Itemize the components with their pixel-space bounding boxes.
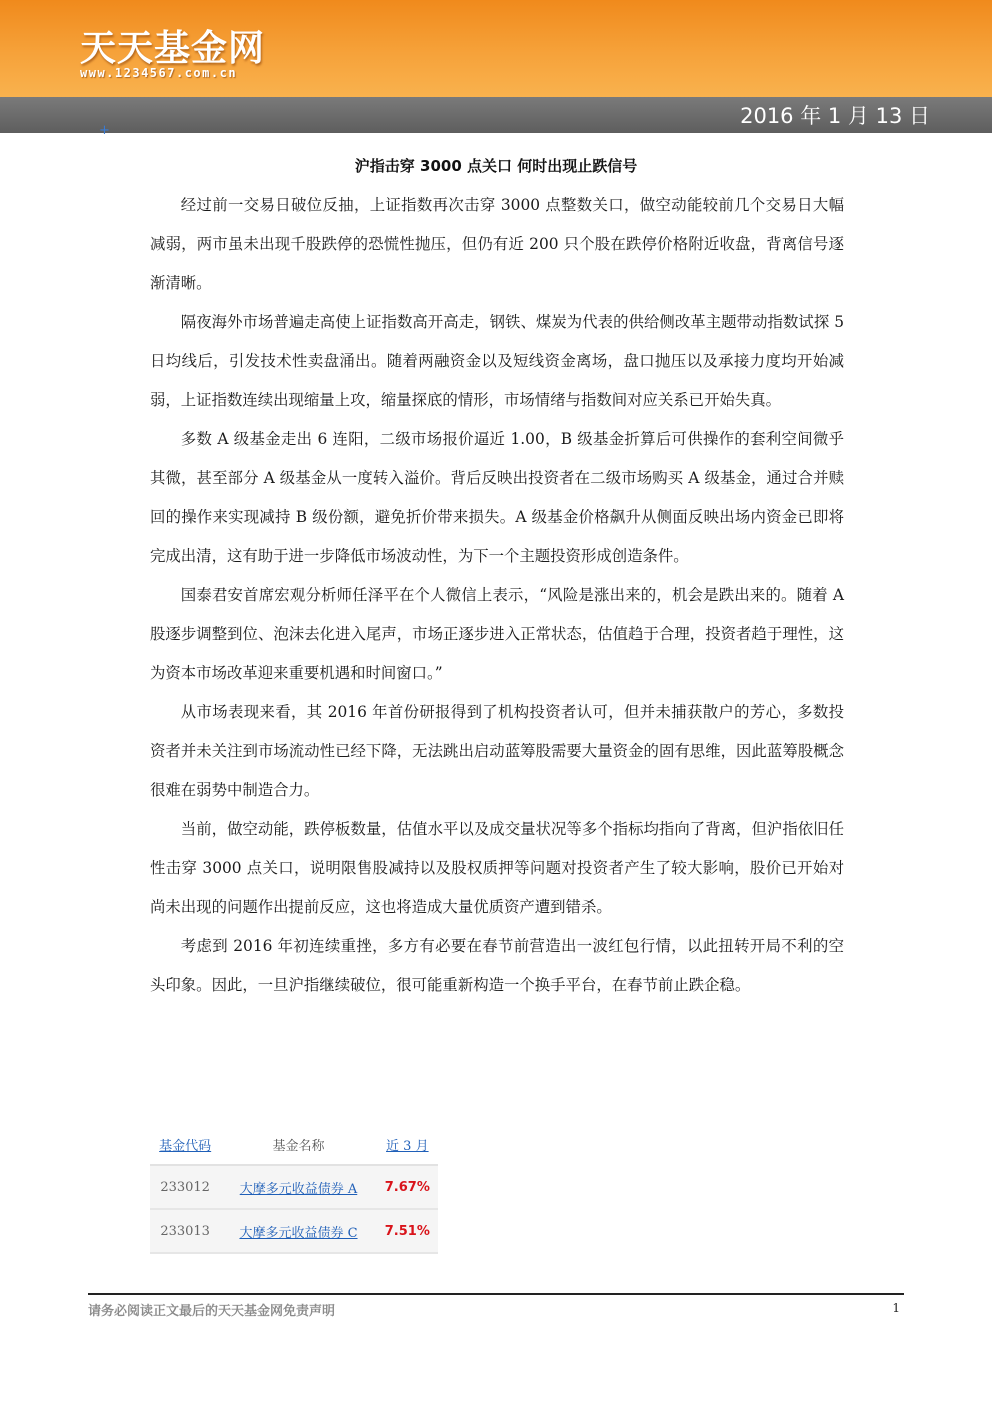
report-date: 2016 年 1 月 13 日 (740, 104, 930, 128)
article-title: 沪指击穿 3000 点关口 何时出现止跌信号 (354, 157, 638, 175)
fund-name-link[interactable]: 大摩多元收益债券 A (239, 1181, 358, 1197)
column-header-fund-name: 基金名称 (220, 1124, 376, 1165)
paragraph: 国泰君安首席宏观分析师任泽平在个人微信上表示，“风险是涨出来的，机会是跌出来的。随着 A 股逐步调整到位、泡沫去化进入尾声，市场正逐步进入正常状态，估值趋于合理，投资者趋于理性，这为资本市场改革迎来重要机遇和时间窗口。” (150, 586, 844, 682)
footer-divider (88, 1293, 904, 1295)
fund-code-cell: 233013 (150, 1209, 220, 1253)
article-body (150, 186, 844, 1005)
page-number: 1 (892, 1301, 900, 1315)
fund-code-cell: 233012 (150, 1165, 220, 1209)
fund-name-cell (220, 1209, 376, 1253)
paragraph: 多数 A 级基金走出 6 连阳，二级市场报价逼近 1.00，B 级基金折算后可供操作的套利空间微乎其微，甚至部分 A 级基金从一度转入溢价。背后反映出投资者在二级市场购买 A 级基金，通过合并赎回的操作来实现减持 B 级份额，避免折价带来损失。A 级基金价格飙升从侧面反映出场内资金已即将完成出清，这有助于进一步降低市场波动性，为下一个主题投资形成创造条件。 (150, 430, 844, 565)
table-row (150, 1165, 438, 1209)
footer-disclaimer: 请务必阅读正文最后的天天基金网免责声明 (88, 1304, 336, 1319)
column-header-3m-return[interactable]: 近 3 月 (377, 1124, 438, 1165)
fund-return-cell: 7.51% (377, 1209, 438, 1253)
fund-return-cell: 7.67% (377, 1165, 438, 1209)
fund-name-link[interactable]: 大摩多元收益债券 C (239, 1225, 358, 1241)
column-header-fund-code[interactable]: 基金代码 (150, 1124, 220, 1165)
paragraph: 当前，做空动能，跌停板数量，估值水平以及成交量状况等多个指标均指向了背离，但沪指依旧任性击穿 3000 点关口，说明限售股减持以及股权质押等问题对投资者产生了较大影响，股价已开始对尚未出现的问题作出提前反应，这也将造成大量优质资产遭到错杀。 (150, 820, 844, 916)
plus-marker-icon: + (99, 123, 110, 138)
fund-name-cell (220, 1165, 376, 1209)
paragraph: 隔夜海外市场普遍走高使上证指数高开高走，钢铁、煤炭为代表的供给侧改革主题带动指数试探 5 日均线后，引发技术性卖盘涌出。随着两融资金以及短线资金离场，盘口抛压以及承接力度均开始减弱，上证指数连续出现缩量上攻，缩量探底的情形，市场情绪与指数间对应关系已开始失真。 (150, 313, 844, 409)
paragraph: 考虑到 2016 年初连续重挫，多方有必要在春节前营造出一波红包行情，以此扭转开局不利的空头印象。因此，一旦沪指继续破位，很可能重新构造一个换手平台，在春节前止跌企稳。 (150, 937, 844, 994)
table-header-row (150, 1124, 438, 1165)
paragraph: 从市场表现来看，其 2016 年首份研报得到了机构投资者认可，但并未捕获散户的芳心，多数投资者并未关注到市场流动性已经下降，无法跳出启动蓝筹股需要大量资金的固有思维，因此蓝筹股概念很难在弱势中制造合力。 (150, 703, 844, 799)
brand-url: www.1234567.com.cn (80, 66, 238, 80)
fund-table (150, 1124, 438, 1254)
brand-logo: 天天基金网 (80, 28, 266, 69)
paragraph: 经过前一交易日破位反抽，上证指数再次击穿 3000 点整数关口，做空动能较前几个交易日大幅减弱，两市虽未出现千股跌停的恐慌性抛压，但仍有近 200 只个股在跌停价格附近收盘，背离信号逐渐清晰。 (150, 196, 844, 292)
table-row (150, 1209, 438, 1253)
